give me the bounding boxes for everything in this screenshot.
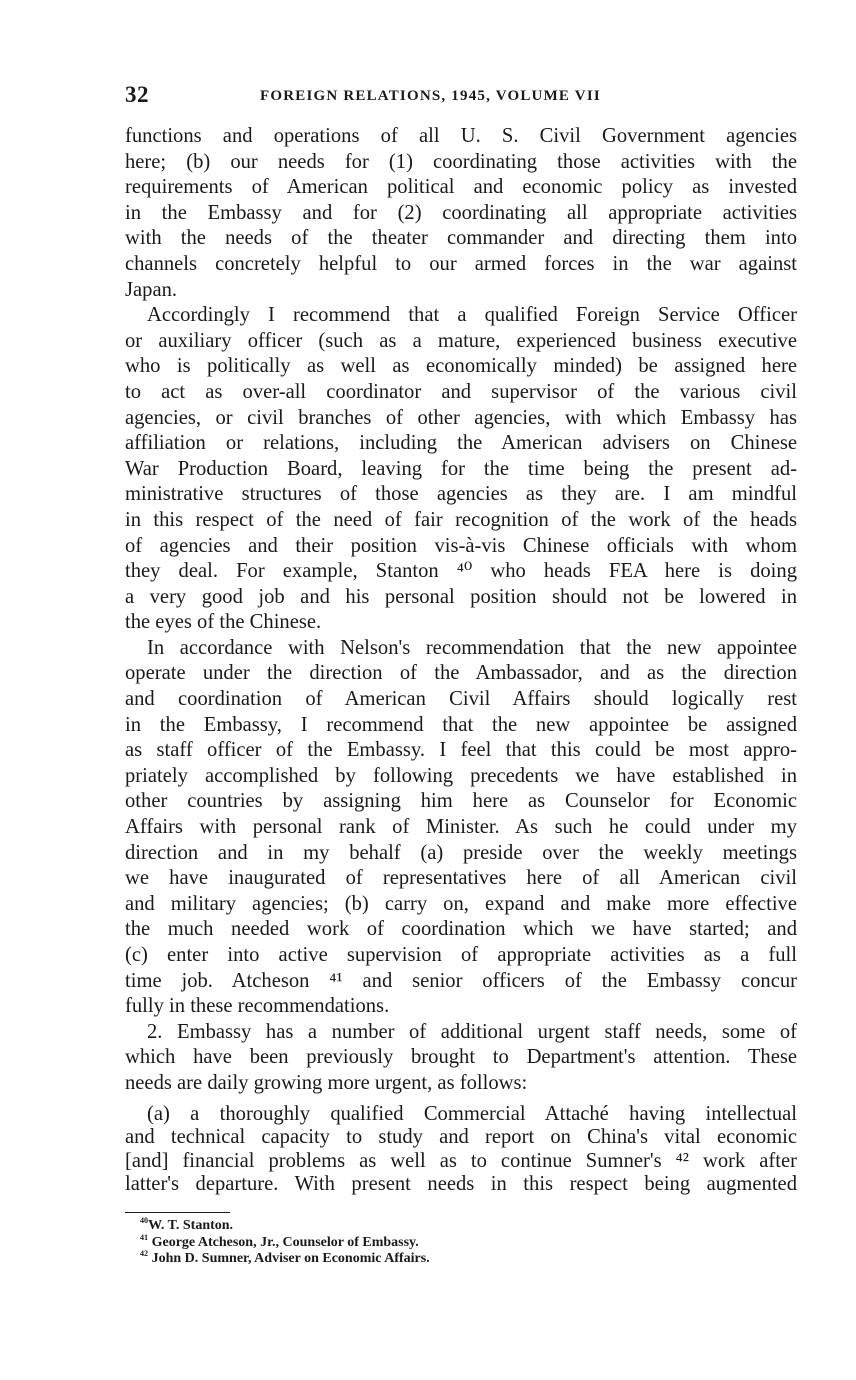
- text-line: operate under the direction of the Ambassador, and as the direction: [125, 662, 797, 685]
- text-line: [and] financial problems as well as to continue Sumner's ⁴² work after: [125, 1149, 797, 1172]
- paragraph-1: [125, 124, 797, 303]
- text-line: and technical capacity to study and report on China's vital economic: [125, 1126, 797, 1149]
- text-line: who is politically as well as economically minded) be assigned here: [125, 355, 797, 378]
- text-line: 2. Embassy has a number of additional urgent staff needs, some of: [147, 1020, 797, 1043]
- footnote-text: John D. Sumner, Adviser on Economic Affairs.: [151, 1251, 430, 1266]
- text-line: fully in these recommendations.: [125, 995, 390, 1018]
- body-text: [125, 124, 797, 1197]
- text-line: time job. Atcheson ⁴¹ and senior officers of the Embassy concur: [125, 969, 797, 992]
- paragraph-5: [125, 1103, 797, 1197]
- text-line: here; (b) our needs for (1) coordinating those activities with the: [125, 150, 797, 173]
- text-line: a very good job and his personal position should not be lowered in: [125, 585, 797, 608]
- text-line: (a) a thoroughly qualified Commercial Attaché having intellectual: [147, 1102, 797, 1125]
- text-line: and coordination of American Civil Affairs should logically rest: [125, 688, 797, 711]
- footnote-marker: 40: [140, 1216, 149, 1225]
- paragraph-4: [125, 1020, 797, 1097]
- footnote-42: [140, 1251, 430, 1268]
- text-line: channels concretely helpful to our armed forces in the war against: [125, 252, 797, 275]
- text-line: Accordingly I recommend that a qualified Foreign Service Officer: [147, 304, 797, 327]
- text-line: Affairs with personal rank of Minister. As such he could under my: [125, 816, 797, 839]
- running-head: FOREIGN RELATIONS, 1945, VOLUME VII: [260, 88, 601, 104]
- footnote-text: W. T. Stanton.: [148, 1218, 234, 1233]
- text-line: Japan.: [125, 278, 178, 301]
- page-number: 32: [125, 82, 149, 107]
- text-line: we have inaugurated of representatives here of all American civil: [125, 867, 797, 890]
- text-line: ministrative structures of those agencies as they are. I am mindful: [125, 483, 797, 506]
- paragraph-2: [125, 303, 797, 636]
- text-line: requirements of American political and economic policy as invested: [125, 176, 797, 199]
- footnote-marker: 42: [140, 1249, 149, 1258]
- footnote-41: [140, 1232, 430, 1252]
- text-line: in the Embassy, I recommend that the new appointee be assigned: [125, 713, 797, 736]
- text-line: or auxiliary officer (such as a mature, experienced business executive: [125, 329, 797, 352]
- footnotes: [140, 1218, 430, 1268]
- text-line: in this respect of the need of fair recognition of the work of the heads: [125, 508, 797, 531]
- text-line: direction and in my behalf (a) preside over the weekly meetings: [125, 841, 797, 864]
- text-line: the much needed work of coordination which we have started; and: [125, 918, 797, 941]
- footnote-40: [140, 1218, 430, 1235]
- text-line: affiliation or relations, including the American advisers on Chinese: [125, 432, 797, 455]
- text-line: with the needs of the theater commander and directing them into: [125, 227, 797, 250]
- text-line: agencies, or civil branches of other agencies, with which Embassy has: [125, 406, 797, 429]
- text-line: which have been previously brought to Department's attention. These: [125, 1046, 797, 1069]
- text-line: In accordance with Nelson's recommendation that the new appointee: [147, 636, 797, 659]
- text-line: priately accomplished by following precedents we have established in: [125, 764, 797, 787]
- text-line: to act as over-all coordinator and supervisor of the various civil: [125, 380, 797, 403]
- text-line: needs are daily growing more urgent, as follows:: [125, 1071, 528, 1094]
- text-line: (c) enter into active supervision of appropriate activities as a full: [125, 944, 797, 966]
- text-line: latter's departure. With present needs in this respect being augmented: [125, 1173, 797, 1196]
- text-line: they deal. For example, Stanton ⁴⁰ who heads FEA here is doing: [125, 560, 797, 583]
- text-line: the eyes of the Chinese.: [125, 611, 322, 634]
- text-line: War Production Board, leaving for the time being the present ad-: [125, 457, 797, 480]
- text-line: as staff officer of the Embassy. I feel that this could be most appro-: [125, 739, 797, 762]
- text-line: and military agencies; (b) carry on, expand and make more effective: [125, 892, 797, 915]
- text-line: functions and operations of all U. S. Civil Government agencies: [125, 125, 797, 147]
- footnote-rule: [125, 1212, 230, 1213]
- page-header: [125, 82, 797, 112]
- text-line: other countries by assigning him here as Counselor for Economic: [125, 790, 797, 813]
- footnote-text: George Atcheson, Jr., Counselor of Embassy.: [151, 1234, 419, 1250]
- footnote-marker: 41: [140, 1232, 149, 1242]
- text-line: in the Embassy and for (2) coordinating all appropriate activities: [125, 201, 797, 224]
- text-line: of agencies and their position vis-à-vis Chinese officials with whom: [125, 534, 797, 557]
- paragraph-3: [125, 636, 797, 1020]
